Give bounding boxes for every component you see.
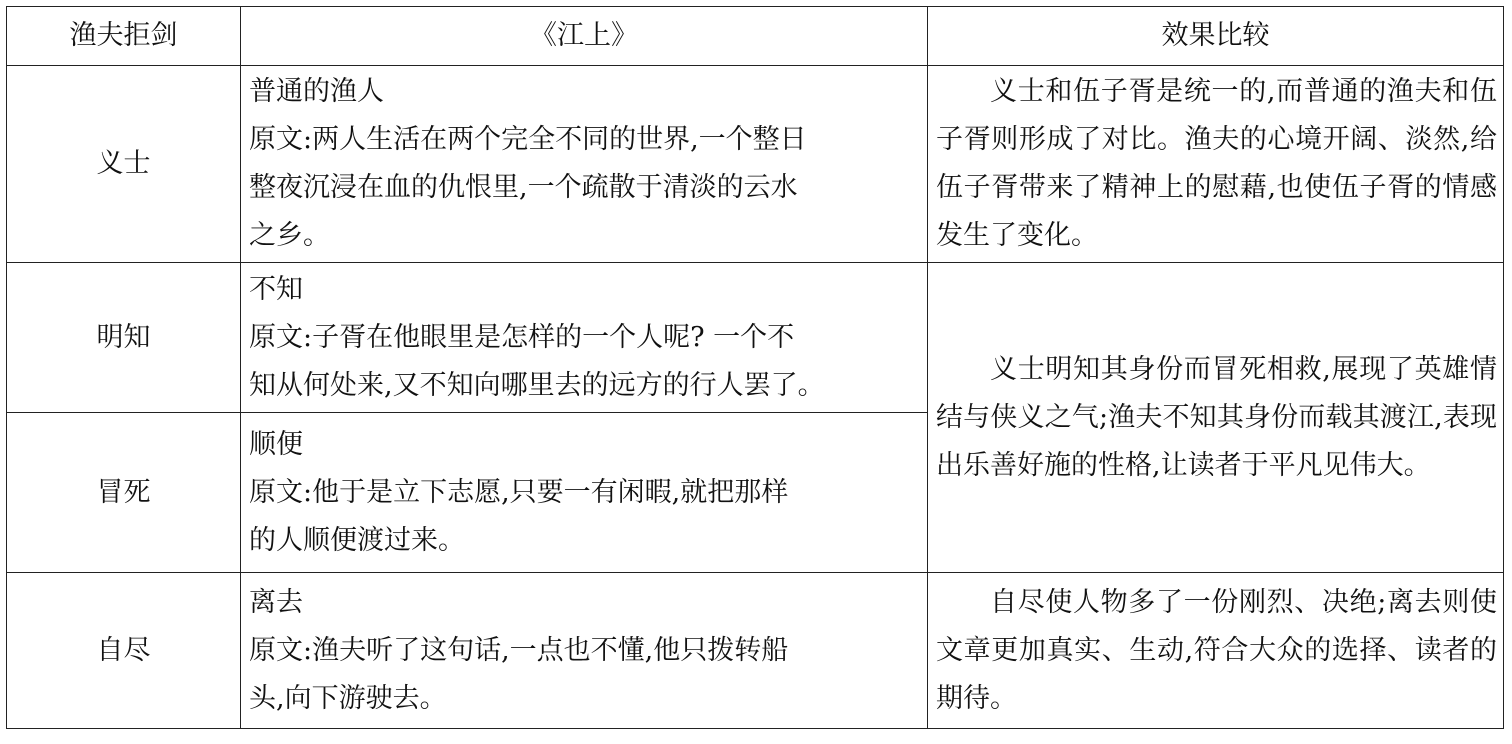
jiangshang-title: 顺便 xyxy=(249,428,303,460)
jiangshang-title: 不知 xyxy=(249,273,303,305)
row-label: 自尽 xyxy=(7,573,241,729)
effect-cell xyxy=(928,66,1504,263)
quote-line: 原文:渔夫听了这句话,一点也不懂,他只拨转船 xyxy=(249,634,789,666)
quote-line: 整夜沉浸在血的仇恨里,一个疏散于清淡的云水 xyxy=(249,172,798,203)
effect-text: 义士和伍子胥是统一的,而普通的渔夫和伍子胥则形成了对比。渔夫的心境开阔、淡然,给伍子胥带来了精神上的慰藉,也使伍子胥的情感发生了变化。 xyxy=(936,76,1497,251)
jiangshang-cell xyxy=(241,573,928,729)
header-yufu-jujian: 渔夫拒剑 xyxy=(7,7,241,66)
jiangshang-title: 离去 xyxy=(249,586,303,618)
jiangshang-cell xyxy=(241,263,928,413)
row-label: 义士 xyxy=(7,66,241,263)
header-jiangshang: 《江上》 xyxy=(241,7,928,66)
quote-line: 的人顺便渡过来。 xyxy=(249,524,465,556)
quote-line: 头,向下游驶去。 xyxy=(249,682,447,714)
table-row xyxy=(7,66,1504,263)
table-row xyxy=(7,263,1504,413)
jiangshang-cell xyxy=(241,66,928,263)
row-label: 明知 xyxy=(7,263,241,413)
effect-cell xyxy=(928,263,1504,573)
quote-line: 之乡。 xyxy=(249,220,330,251)
header-effect: 效果比较 xyxy=(928,7,1504,66)
effect-cell xyxy=(928,573,1504,729)
quote-line: 原文:两人生活在两个完全不同的世界,一个整日 xyxy=(249,124,807,155)
header-row xyxy=(7,7,1504,66)
row-label: 冒死 xyxy=(7,413,241,573)
effect-text: 义士明知其身份而冒死相救,展现了英雄情结与侠义之气;渔夫不知其身份而载其渡江,表现出乐善好施的性格,让读者于平凡见伟大。 xyxy=(936,353,1497,481)
jiangshang-title: 普通的渔人 xyxy=(249,76,384,107)
jiangshang-cell xyxy=(241,413,928,573)
quote-line: 原文:他于是立下志愿,只要一有闲暇,就把那样 xyxy=(249,476,789,508)
comparison-table xyxy=(6,6,1504,729)
effect-text: 自尽使人物多了一份刚烈、决绝;离去则使文章更加真实、生动,符合大众的选择、读者的期待。 xyxy=(936,586,1497,714)
table-row xyxy=(7,573,1504,729)
quote-line: 原文:子胥在他眼里是怎样的一个人呢? 一个不 xyxy=(249,321,795,353)
quote-line: 知从何处来,又不知向哪里去的远方的行人罢了。 xyxy=(249,369,825,401)
